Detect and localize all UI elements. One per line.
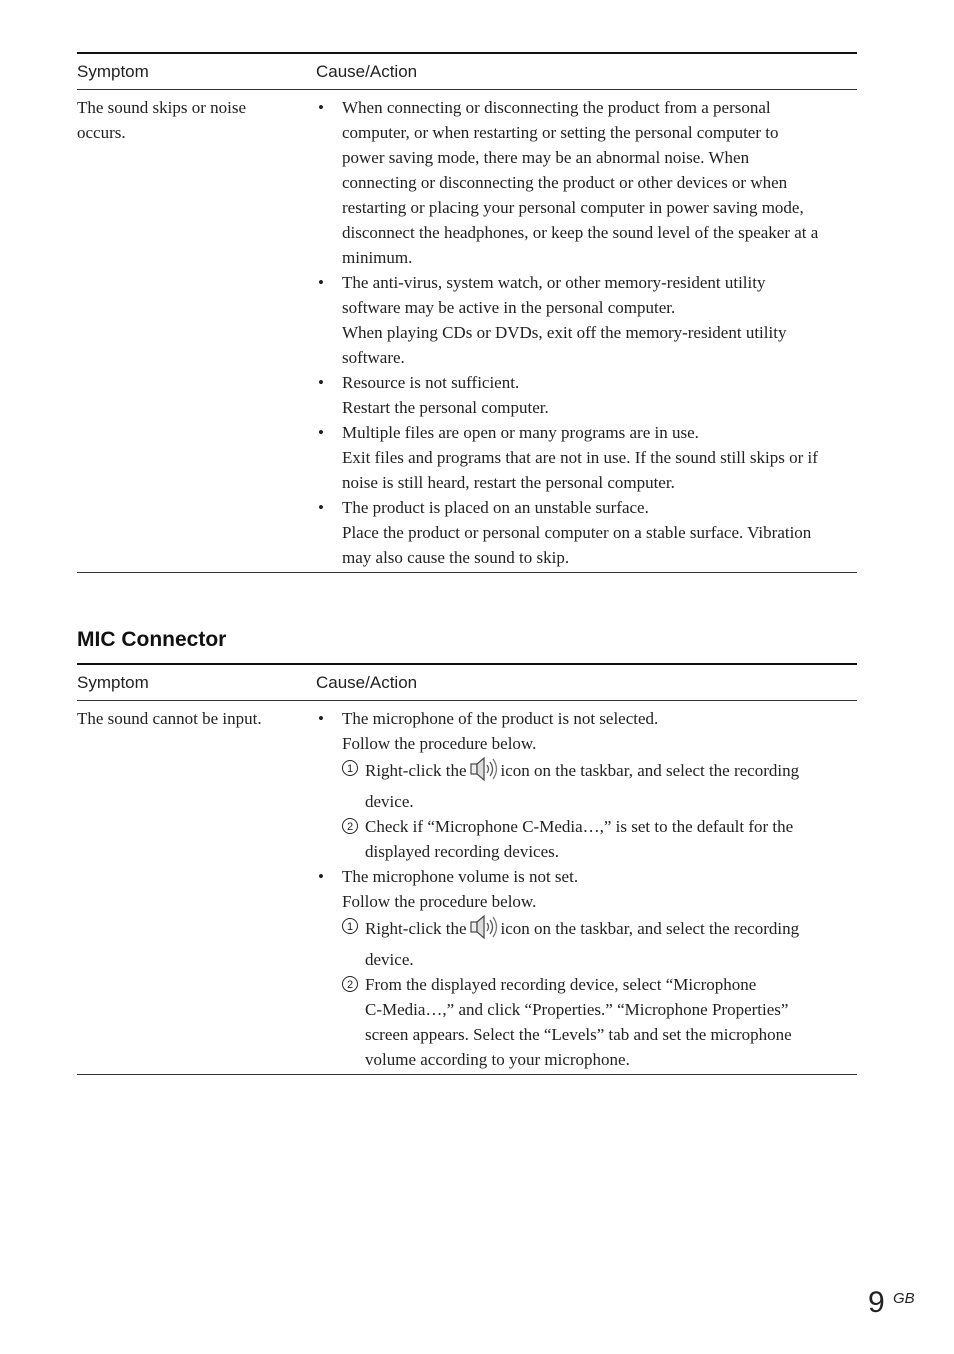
step-line: Check if “Microphone C-Media…,” is set to the default for the [365,817,794,836]
cause-item [316,420,857,495]
symptom-cell [77,95,297,145]
cause-line: disconnect the headphones, or keep the sound level of the speaker at a [342,223,819,242]
symptom-line: The sound skips or noise [77,98,247,117]
cause-line: connecting or disconnecting the product or other devices or when [342,173,788,192]
step-line: device. [365,950,414,969]
page-language-code: GB [893,1290,915,1307]
symptom-line: The sound cannot be input. [77,709,262,728]
bullet-icon: • [318,423,324,442]
cause-line: minimum. [342,248,413,267]
cause-item [316,95,857,270]
step-line [365,756,857,789]
speaker-icon [469,756,499,789]
step-number: 1 [342,760,358,776]
action-line: Follow the procedure below. [342,892,537,911]
symptom-header: Symptom [77,673,149,692]
cause-line: software may be active in the personal computer. [342,298,676,317]
step-line: C-Media…,” and click “Properties.” “Microphone Properties” [365,1000,789,1019]
step-line: displayed recording devices. [365,842,560,861]
action-line: Restart the personal computer. [342,398,549,417]
cause-action-header: Cause/Action [316,673,418,692]
troubleshooting-table-mic [77,663,857,1075]
cause-line: The microphone of the product is not selected. [342,709,659,728]
cause-line: The microphone volume is not set. [342,867,579,886]
table-row [77,701,857,1075]
step-text: icon on the taskbar, and select the recording [500,761,800,780]
procedure-step [342,756,857,814]
action-line: Place the product or personal computer on a stable surface. Vibration [342,523,812,542]
step-text: Right-click the [365,761,467,780]
step-text: icon on the taskbar, and select the recording [500,919,800,938]
cause-item [316,706,857,864]
cause-item [316,370,857,420]
cause-line: power saving mode, there may be an abnormal noise. When [342,148,750,167]
bullet-icon: • [318,498,324,517]
step-text: Right-click the [365,919,467,938]
step-number: 1 [342,918,358,934]
step-line: device. [365,792,414,811]
page-number: 9 [868,1286,885,1319]
action-line: software. [342,348,405,367]
cause-line: The product is placed on an unstable surface. [342,498,649,517]
step-number: 2 [342,818,358,834]
cause-action-cell [316,701,857,1074]
procedure-step [342,972,857,1072]
symptom-cell [77,706,297,731]
speaker-icon [469,914,499,947]
table-header [77,52,857,90]
cause-item [316,495,857,570]
procedure-step [342,814,857,864]
action-line: Follow the procedure below. [342,734,537,753]
cause-item [316,270,857,370]
cause-line: Multiple files are open or many programs are in use. [342,423,699,442]
action-line: When playing CDs or DVDs, exit off the memory-resident utility [342,323,787,342]
procedure-step [342,914,857,972]
symptom-line: occurs. [77,123,126,142]
symptom-header: Symptom [77,62,149,81]
step-line: screen appears. Select the “Levels” tab and set the microphone [365,1025,792,1044]
cause-item [316,864,857,1072]
step-line: From the displayed recording device, select “Microphone [365,975,757,994]
cause-line: computer, or when restarting or setting the personal computer to [342,123,779,142]
step-line: volume according to your microphone. [365,1050,630,1069]
bullet-icon: • [318,273,324,292]
cause-action-cell [316,90,857,572]
cause-action-header: Cause/Action [316,62,418,81]
bullet-icon: • [318,373,324,392]
cause-line: Resource is not sufficient. [342,373,520,392]
step-line [365,914,857,947]
table-header [77,663,857,701]
cause-line: When connecting or disconnecting the product from a personal [342,98,771,117]
cause-line: restarting or placing your personal computer in power saving mode, [342,198,804,217]
action-line: Exit files and programs that are not in use. If the sound still skips or if [342,448,818,467]
section-title: MIC Connector [77,628,227,651]
cause-line: The anti-virus, system watch, or other memory-resident utility [342,273,766,292]
step-number: 2 [342,976,358,992]
bullet-icon: • [318,98,324,117]
bullet-icon: • [318,709,324,728]
action-line: noise is still heard, restart the personal computer. [342,473,675,492]
bullet-icon: • [318,867,324,886]
action-line: may also cause the sound to skip. [342,548,570,567]
table-row [77,90,857,573]
troubleshooting-table-sound [77,52,857,573]
